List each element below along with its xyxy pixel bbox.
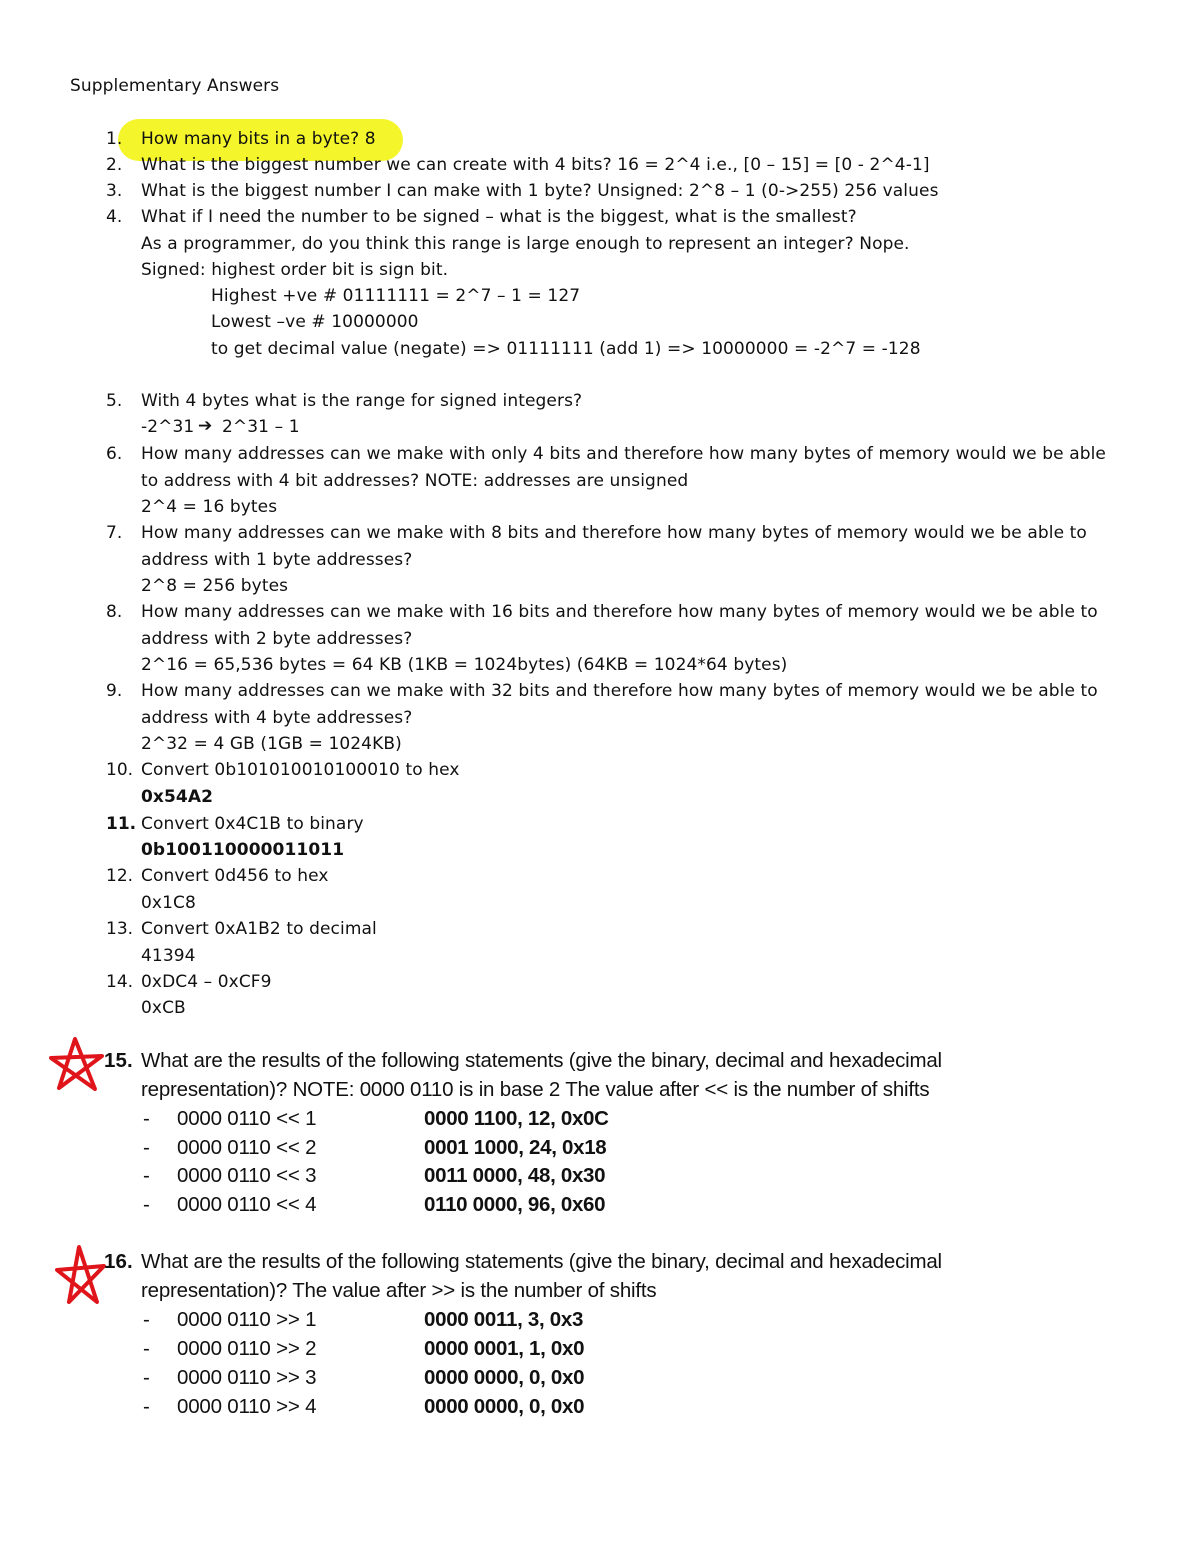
item-9-answer: 2^32 = 4 GB (1GB = 1024KB) [141,734,402,754]
shift-answer: 0001 1000, 24, 0x18 [424,1136,607,1159]
item-number: 15. [104,1049,133,1072]
item-8-answer: 2^16 = 65,536 bytes = 64 KB (1KB = 1024bytes) (64KB = 1024*64 bytes) [141,655,788,675]
item-number: 1. [106,129,123,149]
bullet-dash: - [143,1107,150,1130]
item-number: 16. [104,1250,133,1273]
bullet-dash: - [143,1337,150,1360]
bullet-dash: - [143,1193,150,1216]
item-number: 5. [106,391,123,411]
shift-answer: 0000 0000, 0, 0x0 [424,1366,585,1389]
item-number: 7. [106,523,123,543]
shift-expression: 0000 0110 >> 2 [177,1337,317,1360]
item-number: 11. [106,814,137,834]
item-4-line-4: Highest +ve # 01111111 = 2^7 – 1 = 127 [211,286,581,306]
shift-answer: 0000 1100, 12, 0x0C [424,1107,609,1130]
shift-expression: 0000 0110 << 1 [177,1107,317,1130]
shift-answer: 0000 0001, 1, 0x0 [424,1337,585,1360]
item-4-line-6: to get decimal value (negate) => 01111111 (add 1) => 10000000 = -2^7 = -128 [211,339,921,359]
right-arrow-icon: ➔ [198,416,213,436]
item-7-line-1: How many addresses can we make with 8 bits and therefore how many bytes of memory would we be able to [141,523,1087,543]
item-number: 2. [106,155,123,175]
item-15-line-1: What are the results of the following statements (give the binary, decimal and hexadecimal [141,1049,942,1072]
item-13-text: Convert 0xA1B2 to decimal [141,919,377,939]
item-9-line-2: address with 4 byte addresses? [141,708,413,728]
item-4-line-2: As a programmer, do you think this range is large enough to represent an integer? Nope. [141,234,910,254]
shift-expression: 0000 0110 << 2 [177,1136,317,1159]
item-11-answer: 0b100110000011011 [141,840,345,860]
item-4-question: What if I need the number to be signed – what is the biggest, what is the smallest? [141,207,857,227]
item-4-line-3: Signed: highest order bit is sign bit. [141,260,449,280]
item-number: 10. [106,760,134,780]
page-title: Supplementary Answers [70,76,280,96]
item-12-text: Convert 0d456 to hex [141,866,329,886]
item-number: 6. [106,444,123,464]
item-number: 9. [106,681,123,701]
item-15-line-2: representation)? NOTE: 0000 0110 is in base 2 The value after << is the number of shifts [141,1078,930,1101]
item-10-answer: 0x54A2 [141,787,214,807]
item-5-answer-start: -2^31 [141,417,195,437]
item-9-line-1: How many addresses can we make with 32 bits and therefore how many bytes of memory would we be able to [141,681,1098,701]
item-5-text: With 4 bytes what is the range for signed integers? [141,391,583,411]
item-number: 12. [106,866,134,886]
item-4-line-5: Lowest –ve # 10000000 [211,312,419,332]
item-10-text: Convert 0b101010010100010 to hex [141,760,460,780]
item-11-text: Convert 0x4C1B to binary [141,814,364,834]
shift-expression: 0000 0110 >> 3 [177,1366,317,1389]
item-3-text: What is the biggest number I can make with 1 byte? Unsigned: 2^8 – 1 (0->255) 256 values [141,181,939,201]
item-5-answer-end: 2^31 – 1 [222,417,300,437]
item-7-line-2: address with 1 byte addresses? [141,550,413,570]
item-13-answer: 41394 [141,946,196,966]
hand-drawn-star-icon [46,1036,108,1092]
shift-expression: 0000 0110 >> 1 [177,1308,317,1331]
bullet-dash: - [143,1366,150,1389]
shift-expression: 0000 0110 << 3 [177,1164,317,1187]
bullet-dash: - [143,1395,150,1418]
item-6-answer: 2^4 = 16 bytes [141,497,278,517]
shift-answer: 0110 0000, 96, 0x60 [424,1193,606,1216]
item-12-answer: 0x1C8 [141,893,196,913]
item-8-line-2: address with 2 byte addresses? [141,629,413,649]
item-6-line-1: How many addresses can we make with only 4 bits and therefore how many bytes of memory would we be able [141,444,1106,464]
item-number: 3. [106,181,123,201]
bullet-dash: - [143,1164,150,1187]
item-6-line-2: to address with 4 bit addresses? NOTE: addresses are unsigned [141,471,689,491]
item-number: 14. [106,972,134,992]
item-number: 8. [106,602,123,622]
hand-drawn-star-icon [52,1244,110,1306]
item-7-answer: 2^8 = 256 bytes [141,576,289,596]
item-16-line-2: representation)? The value after >> is the number of shifts [141,1279,657,1302]
item-14-answer: 0xCB [141,998,186,1018]
shift-answer: 0000 0011, 3, 0x3 [424,1308,584,1331]
item-2-text: What is the biggest number we can create with 4 bits? 16 = 2^4 i.e., [0 – 15] = [0 - 2^4-1] [141,155,930,175]
item-1-text: How many bits in a byte? 8 [141,129,376,149]
item-number: 13. [106,919,134,939]
bullet-dash: - [143,1136,150,1159]
shift-answer: 0000 0000, 0, 0x0 [424,1395,585,1418]
item-8-line-1: How many addresses can we make with 16 bits and therefore how many bytes of memory would we be able to [141,602,1098,622]
shift-answer: 0011 0000, 48, 0x30 [424,1164,606,1187]
item-16-line-1: What are the results of the following statements (give the binary, decimal and hexadecimal [141,1250,942,1273]
item-14-text: 0xDC4 – 0xCF9 [141,972,272,992]
shift-expression: 0000 0110 << 4 [177,1193,317,1216]
bullet-dash: - [143,1308,150,1331]
item-number: 4. [106,207,123,227]
shift-expression: 0000 0110 >> 4 [177,1395,317,1418]
